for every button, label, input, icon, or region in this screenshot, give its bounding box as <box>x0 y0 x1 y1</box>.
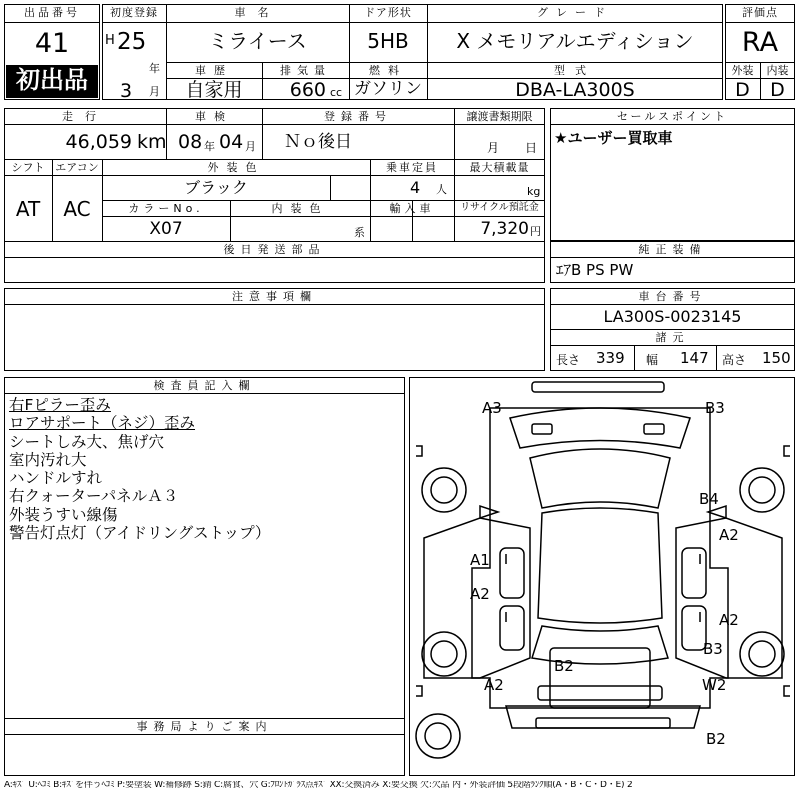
equipment-value: ｴｱB PS PW <box>556 261 634 279</box>
grade-label: グレード <box>537 6 613 19</box>
displacement-value: 660 <box>289 79 326 101</box>
car-outline-drawing <box>410 378 795 776</box>
capacity-label: 乗車定員 <box>386 161 438 174</box>
specs-height-label: 高さ <box>722 353 747 367</box>
inspection-label: 車検 <box>195 110 233 123</box>
damage-code-a2: A2 <box>719 611 739 629</box>
exterior-score-label: 外装 <box>731 64 754 77</box>
inspector-notes <box>9 396 270 542</box>
specs-label: 諸元 <box>655 331 690 344</box>
damage-code-w2: W2 <box>702 676 727 694</box>
displacement-label: 排気量 <box>280 64 331 77</box>
damage-code-a3: A3 <box>482 399 502 417</box>
interior-score-label: 内装 <box>766 64 789 77</box>
inspector-line: 警告灯点灯（アイドリングストップ） <box>9 524 271 543</box>
color-no-label: カラーNo. <box>128 202 204 215</box>
ext-color-value: ブラック <box>184 178 248 197</box>
capacity-unit: 人 <box>436 183 447 196</box>
first-reg-month: 3 <box>120 80 133 102</box>
car-name-value: ミライース <box>208 29 307 53</box>
shift-label: シフト <box>11 161 45 174</box>
legend-text: A:ｷｽﾞ U:ﾍｺﾐ B:ｷｽﾞを伴うﾍｺﾐ P:要塗装 W:補修跡 S:錆 C:腐食、穴 G:ﾌﾛﾝﾄｶﾞﾗｽ点ｷｽﾞ XX:交換済み X:要交換 欠:欠品 内・外装評価 5段階ﾗﾝｸ順(A・B・C・D・E) 2 <box>4 781 633 790</box>
recycle-unit: 円 <box>530 225 541 238</box>
inspection-month-unit: 月 <box>245 140 256 153</box>
model-label: 型式 <box>554 64 596 77</box>
aircon-value: AC <box>63 197 91 221</box>
first-reg-month-unit: 月 <box>149 85 160 98</box>
capacity-value: 4 <box>410 178 421 197</box>
notes-label: 注意事項欄 <box>232 290 317 303</box>
specs-length-label: 長さ <box>556 353 581 367</box>
color-no-value: X07 <box>149 219 183 239</box>
equipment-label: 純正装備 <box>638 243 707 256</box>
max-load-label: 最大積載量 <box>469 161 530 174</box>
sales-point-value: ★ユーザー買取車 <box>554 129 673 147</box>
int-color-label: 内装色 <box>271 202 329 215</box>
recycle-label: リサイクル預託金 <box>460 202 539 213</box>
office-label: 事務局よりご案内 <box>136 720 273 733</box>
fuel-label: 燃料 <box>369 64 407 77</box>
inspector-line: シートしみ大、焦げ穴 <box>9 432 165 451</box>
inspection-month: 04 <box>219 131 244 153</box>
exterior-score: D <box>735 79 750 101</box>
transfer-deadline-label: 譲渡書類期限 <box>466 110 533 123</box>
recycle-value: 7,320 <box>480 219 529 239</box>
aircon-label: エアコン <box>55 161 99 174</box>
sales-point-label: セールスポイント <box>616 110 728 123</box>
damage-code-a2: A2 <box>470 585 490 603</box>
mileage-label: 走行 <box>62 110 108 123</box>
model-value: DBA-LA300S <box>515 79 635 101</box>
inspection-year: 08 <box>178 131 203 153</box>
car-name-label: 車名 <box>234 6 281 19</box>
fuel-value: ガソリン <box>354 79 422 99</box>
door-label: ドア形状 <box>364 6 412 19</box>
ext-color-label: 外装色 <box>207 161 265 174</box>
plate-value: Ｎｏ後日 <box>284 132 352 152</box>
specs-width-label: 幅 <box>646 353 659 367</box>
grade-value: X メモリアルエディション <box>456 29 694 53</box>
score-value: RA <box>741 27 779 58</box>
transfer-month-unit: 月 <box>487 141 500 155</box>
sales-point-box <box>550 108 795 241</box>
specs-height: 150 <box>762 349 791 367</box>
lot-number: 41 <box>34 28 70 59</box>
first-reg-era: H <box>105 33 115 48</box>
inspector-line: 外装うすい線傷 <box>9 505 118 524</box>
damage-code-b3: B3 <box>703 640 723 658</box>
later-parts-label: 後日発送部品 <box>223 243 326 256</box>
shift-value: AT <box>15 197 41 221</box>
car-diagram <box>409 377 795 776</box>
mileage-value: 46,059 <box>65 131 132 153</box>
first-listing-badge-text: 初出品 <box>16 66 88 94</box>
transfer-day-unit: 日 <box>525 141 538 155</box>
plate-label: 登録番号 <box>324 110 392 123</box>
chassis-label: 車台番号 <box>638 290 707 303</box>
specs-length: 339 <box>596 349 625 367</box>
lot-label: 出品番号 <box>24 6 80 19</box>
inspection-year-unit: 年 <box>204 140 215 153</box>
score-label: 評価点 <box>742 6 778 19</box>
first-reg-year-unit: 年 <box>149 62 160 75</box>
first-reg-year: 25 <box>117 29 147 55</box>
damage-code-a2: A2 <box>484 676 504 694</box>
damage-code-a2: A2 <box>719 526 739 544</box>
damage-code-b4: B4 <box>699 490 719 508</box>
damage-code-a1: A1 <box>470 551 490 569</box>
first-reg-label: 初度登録 <box>110 6 158 19</box>
inspector-line: 室内汚れ大 <box>9 450 87 469</box>
interior-score: D <box>770 79 785 101</box>
damage-code-b3: B3 <box>705 399 725 417</box>
import-label: 輸入車 <box>389 202 435 215</box>
inspector-line: 右クォーターパネルＡ３ <box>9 487 179 506</box>
int-color-unit: 系 <box>354 226 365 239</box>
inspector-line: ロアサポート（ネジ）歪み <box>9 414 196 433</box>
history-label: 車歴 <box>195 64 233 77</box>
inspector-line: 右Fピラー歪み <box>9 396 111 414</box>
history-value: 自家用 <box>185 79 243 101</box>
damage-code-b2: B2 <box>554 657 574 675</box>
door-value: 5HB <box>367 29 409 53</box>
displacement-unit: cc <box>330 86 343 99</box>
chassis-value: LA300S-0023145 <box>603 307 742 326</box>
mileage-unit: km <box>137 131 167 153</box>
specs-width: 147 <box>680 349 709 367</box>
damage-code-b2: B2 <box>706 730 726 748</box>
inspector-label: 検査員記入欄 <box>153 379 256 392</box>
inspector-line: ハンドルすれ <box>9 469 103 488</box>
max-load-unit: kg <box>527 185 541 198</box>
